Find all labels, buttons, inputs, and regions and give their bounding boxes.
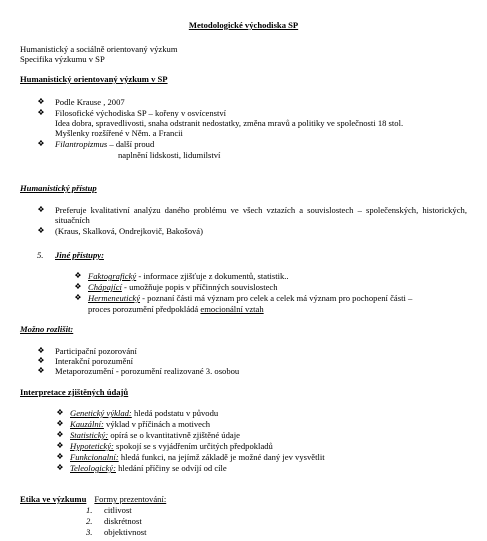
bullet-diamond-icon: ❖ [37,97,45,106]
list-number: 5. [37,250,44,260]
list-item [88,282,278,292]
list-item: (Kraus, Skalková, Ondrejkovič, Bakošová) [55,226,203,236]
list-number: 1. [86,505,93,515]
bullet-diamond-icon: ❖ [74,271,82,280]
bullet-diamond-icon: ❖ [74,293,82,302]
bullet-diamond-icon: ❖ [56,463,64,472]
section-heading-humanist-approach: Humanistický přístup [20,183,97,193]
subheading-forms: Formy prezentování: [94,494,167,504]
term-description: - umožňuje popis v příčinných souvislostech [121,282,278,292]
page-title: Metodologické východiska SP [188,20,299,30]
term-functional: Funkcionalní: [70,452,119,462]
term-teleological: Teleologický: [70,463,116,473]
term-description: – další proud [107,139,155,149]
list-item: Filosofické východiska SP – kořeny v osvícenství [55,108,227,118]
list-item [70,441,273,451]
section-heading-humanist-research: Humanistický orientovaný výzkum v SP [20,74,168,84]
bullet-diamond-icon: ❖ [37,226,45,235]
list-item: Interakční porozumění [55,356,134,366]
intro-line-1: Humanistický a sociálně orientovaný výzkum [20,44,178,54]
term-faktograficky: Faktografický [88,271,137,281]
bullet-diamond-icon: ❖ [37,366,45,375]
bullet-diamond-icon: ❖ [74,282,82,291]
list-item [70,419,210,429]
term-description: hledá podstatu v původu [131,408,219,418]
term-description: - poznaní části má význam pro celek a celek má význam pro pochopení části – [140,293,413,303]
bullet-diamond-icon: ❖ [37,205,45,214]
bullet-diamond-icon: ❖ [56,419,64,428]
list-item: objektivnost [104,527,147,537]
term-genetic: Genetický výklad: [70,408,132,418]
term-hermeneuticky: Hermeneutický [88,293,141,303]
term-statistical: Statistický: [70,430,109,440]
continuation-text: proces porozumění předpokládá [88,304,201,314]
term-description: - informace zjišťuje z dokumentů, statistik.. [136,271,289,281]
term-causal: Kauzální: [70,419,104,429]
intro-line-2: Specifika výzkumu v SP [20,54,105,64]
term-description: výklad v příčinách a motivech [103,419,211,429]
list-item: Preferuje kvalitativní analýzu daného problému ve všech vztazích a souvislostech – společenských, historických, situačních [55,205,467,225]
list-item [70,452,325,462]
term-description: opírá se o kvantitativně zjištěné údaje [108,430,240,440]
list-item: Participační pozorování [55,346,137,356]
list-item [88,293,412,303]
section-heading-interpretation: Interpretace zjištěných údajů [20,387,129,397]
term-description: hledání příčiny se odvíjí od cíle [115,463,227,473]
list-item: citlivost [104,505,132,515]
list-item-continuation: naplnění lidskosti, lidumilství [118,150,221,160]
term-hypothetical: Hypotetický: [70,441,114,451]
list-item-continuation [88,304,264,314]
section-heading-distinguish: Možno rozlišit: [20,324,74,334]
list-item-continuation: Idea dobra, spravedlivosti, snaha odstranit nedostatky, změna mravů a politiky ve společnosti 18 stol. [55,118,404,128]
bullet-diamond-icon: ❖ [56,408,64,417]
bullet-diamond-icon: ❖ [37,108,45,117]
list-number: 2. [86,516,93,526]
list-item-continuation: Myšlenky rozšířené v Něm. a Francii [55,128,183,138]
list-item [55,139,154,149]
list-number: 3. [86,527,93,537]
bullet-diamond-icon: ❖ [56,452,64,461]
list-item [88,271,289,281]
list-item: diskrétnost [104,516,142,526]
list-item: Podle Krause , 2007 [55,97,125,107]
ethics-heading-line [20,494,166,504]
bullet-diamond-icon: ❖ [56,430,64,439]
section-heading-ethics: Etika ve výzkumu [20,494,87,504]
bullet-diamond-icon: ❖ [37,139,45,148]
list-item: Metaporozumění - porozumění realizované 3. osobou [55,366,240,376]
term-chapajici: Chápající [88,282,122,292]
list-item [70,430,240,440]
term-description: spokojí se s vyjádřením určitých předpokladů [113,441,273,451]
subheading-other-approaches: Jiné přístupy: [55,250,104,260]
list-item [70,463,227,473]
term-emotional-relation: emocionální vztah [200,304,264,314]
bullet-diamond-icon: ❖ [37,356,45,365]
list-item [70,408,218,418]
bullet-diamond-icon: ❖ [37,346,45,355]
term-description: hledá funkci, na jejímž základě je možné daný jev vysvětlit [118,452,325,462]
bullet-diamond-icon: ❖ [56,441,64,450]
term-filantropizmus: Filantropizmus [55,139,108,149]
